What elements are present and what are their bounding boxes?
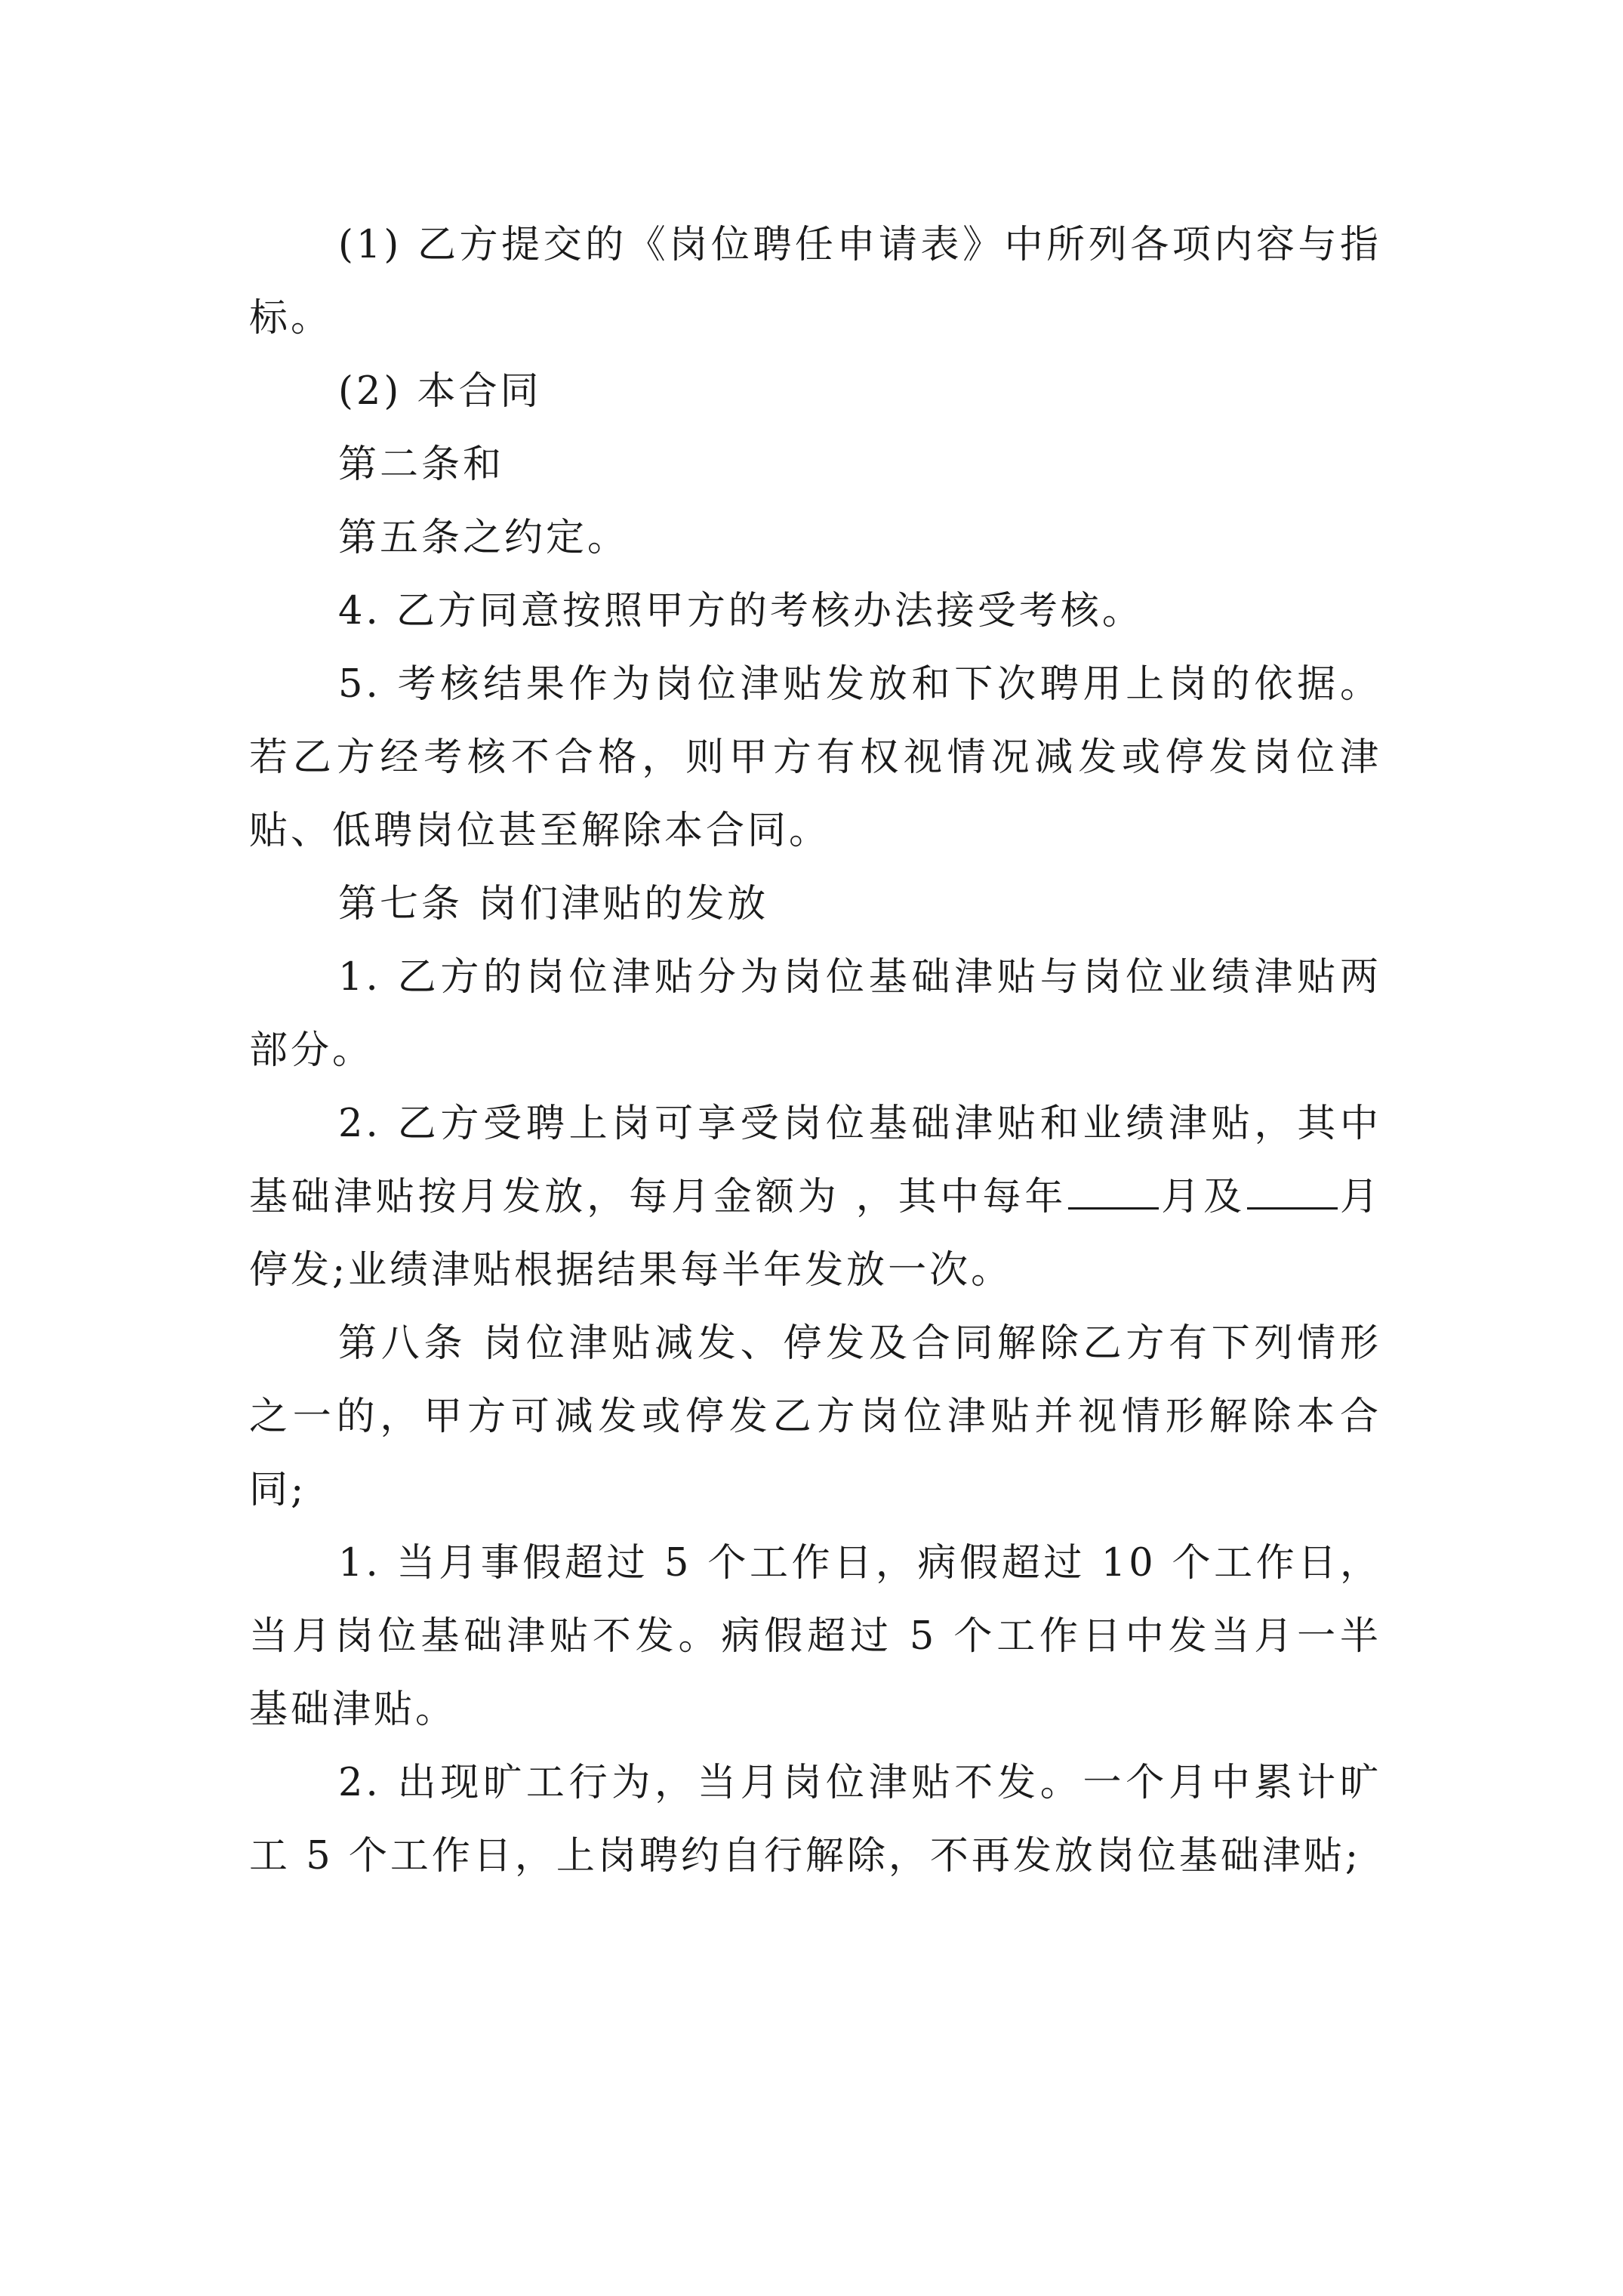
- section-heading-article-8: 第八条 岗位津贴减发、停发及合同解除乙方有下列情形之一的，甲方可减发或停发乙方岗位津贴并视情形解除本合同;: [249, 1321, 1381, 1512]
- blank-line-1: [1068, 1168, 1159, 1210]
- paragraph-article-2: 第二条和: [338, 442, 505, 487]
- document-body: [249, 208, 1381, 1893]
- paragraph-clause-5: 5. 考核结果作为岗位津贴发放和下次聘用上岗的依据。若乙方经考核不合格，则甲方有权视情况减发或停发岗位津贴、低聘岗位甚至解除本合同。: [249, 662, 1381, 853]
- paragraph-allowance-2: [249, 1087, 1381, 1307]
- paragraph-clause-4: 4. 乙方同意按照甲方的考核办法接受考核。: [338, 589, 1144, 633]
- paragraph-absence-2: 2. 出现旷工行为，当月岗位津贴不发。一个月中累计旷工 5 个工作日，上岗聘约自行解除，不再发放岗位基础津贴;: [249, 1761, 1381, 1878]
- paragraph-item-2: (2) 本合同: [338, 369, 542, 414]
- allowance-2-text-a: 2. 乙方受聘上岗可享受岗位基础津贴和业绩津贴，其中基础津贴按月发放，每月金额为 ，其中每年: [249, 1102, 1381, 1219]
- paragraph-article-5: 第五条之约定。: [338, 516, 630, 560]
- allowance-2-text-b: 月及: [1160, 1175, 1246, 1219]
- blank-line-2: [1247, 1168, 1338, 1210]
- paragraph-allowance-1: 1. 乙方的岗位津贴分为岗位基础津贴与岗位业绩津贴两部分。: [249, 955, 1381, 1073]
- paragraph-item-1: (1) 乙方提交的《岗位聘任申请表》中所列各项内容与指标。: [249, 223, 1381, 341]
- section-heading-article-7: 第七条 岗们津贴的发放: [338, 882, 769, 926]
- allowance-2-text-c: 月停发;业绩津贴根据结果每半年发放一次。: [249, 1175, 1381, 1293]
- paragraph-leave-1: 1. 当月事假超过 5 个工作日，病假超过 10 个工作日，当月岗位基础津贴不发。病假超过 5 个工作日中发当月一半基础津贴。: [249, 1541, 1381, 1732]
